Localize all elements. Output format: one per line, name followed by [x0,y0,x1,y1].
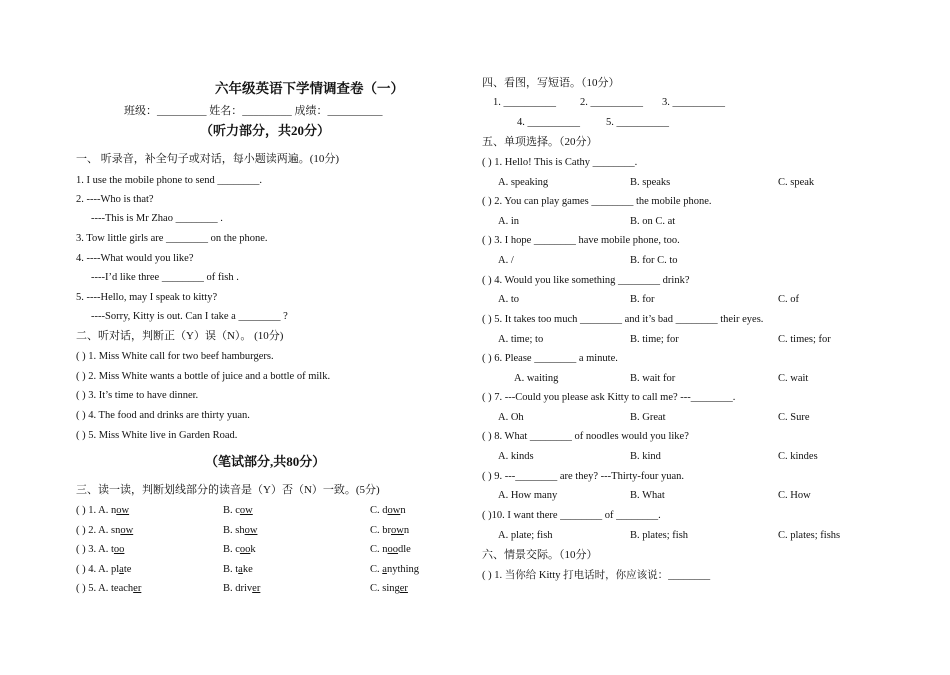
s3-suffix: k [250,544,256,555]
s3-suffix: n [403,525,410,536]
s3-underline: oo [239,544,251,555]
s5-option-c: C. How [778,490,811,501]
s5-option-a: A. speaking [498,177,549,188]
s1-line: 2. ----Who is that? [76,194,154,205]
s2-item: ( ) 3. It’s time to have dinner. [76,390,199,401]
s5-question: ( ) 1. Hello! This is Cathy ________. [482,157,638,168]
s5-option-a: A. to [498,294,519,305]
s2-item: ( ) 1. Miss White call for two beef hamburgers. [76,351,274,362]
s5-option-b: B. What [630,490,665,501]
s5-question: ( ) 8. What ________ of noodles would you like? [482,431,689,442]
s1-line: ----This is Mr Zhao ________ . [91,213,223,224]
s3-prefix: ( ) 4. A. pl [76,564,120,575]
s3-underline: oo [113,544,125,555]
s3-row [76,564,131,576]
s3-option-c [370,525,409,537]
section-4-heading: 四、看图，写短语。（10分） [482,77,620,89]
s5-option-b: B. for C. to [630,255,678,266]
s3-prefix: B. c [223,544,240,555]
s4-blank: 3. __________ [662,97,725,108]
page-title: 六年级英语下学情调查卷（一） [215,81,404,96]
s5-option-a: A. Oh [498,412,524,423]
section-3-heading: 三、读一读，判断划线部分的读音是（Y）否（N）一致。(5分) [76,484,380,496]
listening-part-title: （听力部分，共20分） [200,123,331,138]
s5-question: ( ) 2. You can play games ________ the mobile phone. [482,196,712,207]
s5-option-a: A. How many [498,490,558,501]
s3-prefix: ( ) 1. A. n [76,505,117,516]
s3-underline: er [133,583,142,594]
s3-prefix: B. c [223,505,240,516]
s3-prefix: C. sing [370,583,400,594]
s3-option-c [370,564,419,576]
s5-option-c: C. Sure [778,412,810,423]
s5-option-a: A. in [498,216,519,227]
s3-option-b [223,544,256,556]
section-5-heading: 五、单项选择。（20分） [482,136,598,148]
writing-part-title: （笔试部分,共80分） [205,454,326,469]
s4-blank: 4. __________ [517,117,580,128]
s5-option-c: C. kindes [778,451,818,462]
s3-option-b [223,525,257,537]
s3-underline: ow [244,525,258,536]
s3-prefix: ( ) 3. A. t [76,544,114,555]
s3-underline: er [399,583,408,594]
section-6-heading: 六、情景交际。（10分） [482,549,598,561]
s3-prefix: C. [370,564,383,575]
s3-underline: ow [116,505,130,516]
s4-blank: 1. __________ [493,97,556,108]
s1-line: 4. ----What would you like? [76,253,194,264]
s5-question: ( ) 9. ---________ are they? ---Thirty-four yuan. [482,471,685,482]
s5-question: ( ) 6. Please ________ a minute. [482,353,618,364]
s3-underline: ow [387,505,401,516]
section-1-heading: 一、 听录音，补全句子或对话，每小题读两遍。(10分) [76,153,340,165]
s3-underline: ow [391,525,404,536]
s3-underline: ow [239,505,253,516]
s5-option-c: C. speak [778,177,815,188]
s3-underline: a [382,564,387,575]
s3-underline: a [119,564,124,575]
s2-item: ( ) 2. Miss White wants a bottle of juice and a bottle of milk. [76,371,331,382]
s3-prefix: ( ) 2. A. sn [76,525,121,536]
s5-option-a: A. time; to [498,334,544,345]
s5-option-c: C. of [778,294,799,305]
s3-suffix: te [123,564,132,575]
s4-blank: 2. __________ [580,97,643,108]
s3-prefix: B. sh [223,525,245,536]
s5-option-c: C. plates; fishs [778,530,841,541]
s3-suffix: dle [398,544,411,555]
s1-line: ----I’d like three ________ of fish . [91,272,239,283]
s4-blank: 5. __________ [606,117,669,128]
s3-option-b [223,505,253,517]
s5-option-a: A. plate; fish [498,530,553,541]
s3-prefix: ( ) 5. A. teach [76,583,134,594]
s5-option-c: C. times; for [778,334,831,345]
s3-option-c [370,544,411,556]
s3-underline: ow [120,525,134,536]
s1-line: 5. ----Hello, may I speak to kitty? [76,292,218,303]
s3-underline: oo [387,544,399,555]
s5-option-b: B. kind [630,451,661,462]
s5-option-a: A. waiting [514,373,559,384]
student-info-line: 班级：_________ 姓名：_________ 成绩：__________ [124,105,383,117]
s3-underline: a [238,564,243,575]
s3-row [76,583,141,595]
s3-prefix: C. d [370,505,388,516]
s6-question: ( ) 1. 当你给 Kitty 打电话时，你应该说：________ [482,570,711,581]
s5-question: ( )10. I want there ________ of ________. [482,510,661,521]
s5-option-b: B. on C. at [630,216,676,227]
s3-prefix: B. t [223,564,239,575]
s2-item: ( ) 4. The food and drinks are thirty yuan. [76,410,250,421]
s3-option-c [370,505,406,517]
s5-option-b: B. Great [630,412,666,423]
s3-option-b [223,583,260,595]
s5-question: ( ) 3. I hope ________ have mobile phone, too. [482,235,680,246]
s3-row [76,544,124,556]
s3-row [76,505,129,517]
s5-option-a: A. / [498,255,514,266]
s1-line: 3. Tow little girls are ________ on the phone. [76,233,268,244]
s5-option-c: C. wait [778,373,809,384]
s5-question: ( ) 4. Would you like something ________ drink? [482,275,690,286]
s3-prefix: C. br [370,525,391,536]
s2-item: ( ) 5. Miss White live in Garden Road. [76,430,238,441]
s3-suffix: n [400,505,406,516]
s3-option-b [223,564,253,576]
s1-line: 1. I use the mobile phone to send ________. [76,175,263,186]
s5-option-b: B. for [630,294,655,305]
s3-suffix: ke [242,564,253,575]
section-2-heading: 二、听对话，判断正（Y）误（N）。 (10分) [76,330,284,342]
s3-row [76,525,133,537]
s5-option-b: B. speaks [630,177,671,188]
s3-option-c [370,583,408,595]
s3-prefix: C. n [370,544,388,555]
s5-question: ( ) 7. ---Could you please ask Kitty to call me? ---________. [482,392,736,403]
s3-prefix: B. driv [223,583,253,594]
s5-option-a: A. kinds [498,451,534,462]
s5-question: ( ) 5. It takes too much ________ and it’s bad ________ their eyes. [482,314,764,325]
s1-line: ----Sorry, Kitty is out. Can I take a ________ ? [91,311,288,322]
s3-underline: er [252,583,261,594]
s3-suffix: nything [386,564,420,575]
s5-option-b: B. plates; fish [630,530,689,541]
s5-option-b: B. wait for [630,373,676,384]
s5-option-b: B. time; for [630,334,679,345]
